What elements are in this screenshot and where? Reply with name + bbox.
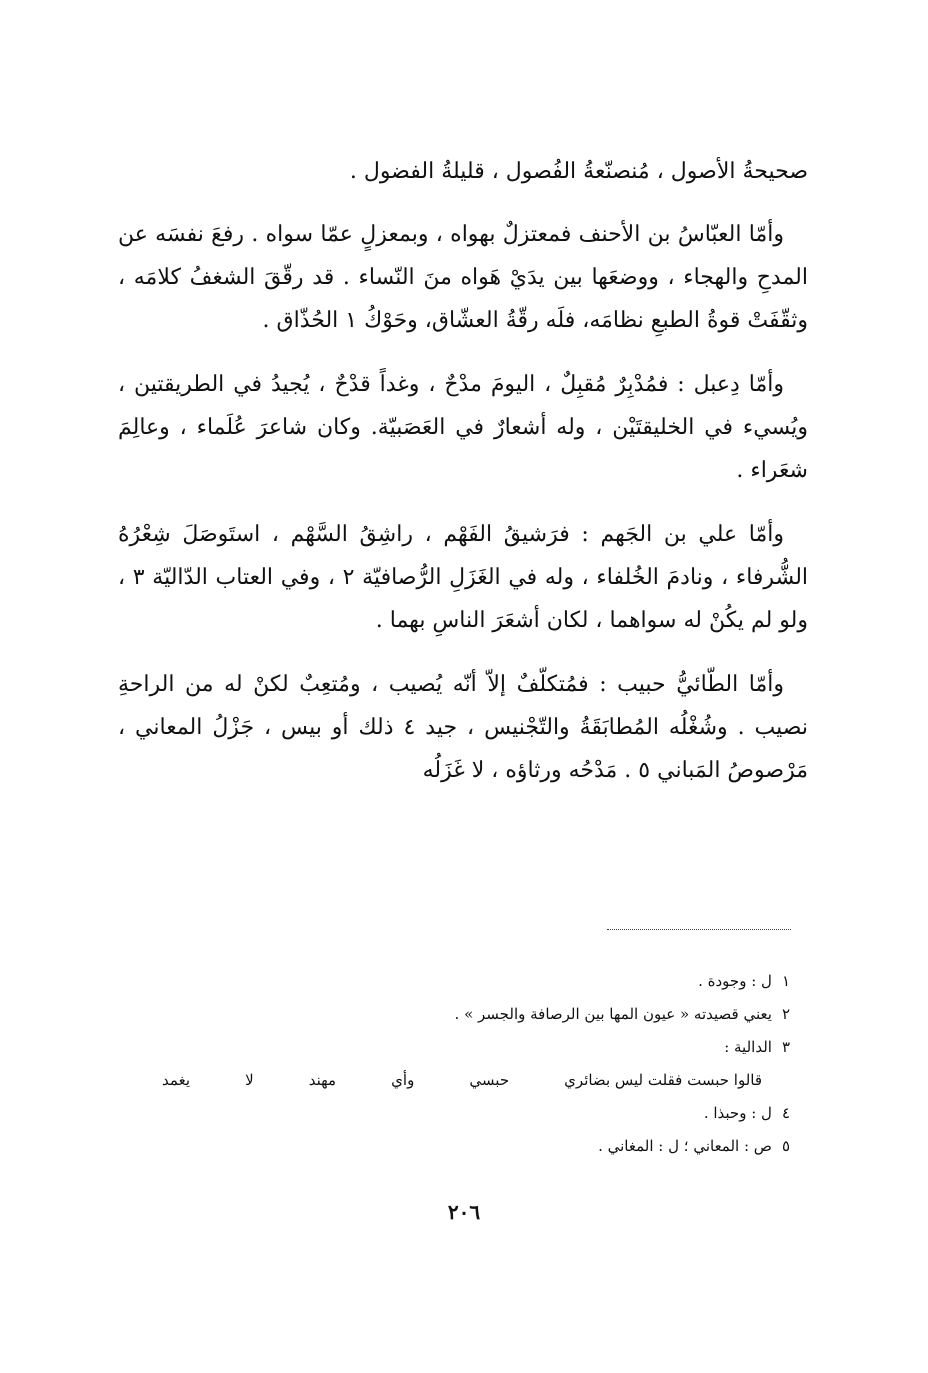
footnote-number: ٢ [781,1005,790,1023]
paragraph: وأمّا الطّائيُّ حبيب : فمُتكلّفٌ إلاّ أنّه يُصيب ، ومُتعِبٌ لكنْ له من الراحةِ نصيب . وشُغْلُه المُطابَقَةُ والتّجْنيس ، جيد ٤ ذلك أو بيس ، جَزْلُ المعاني ، مَرْصوصُ المَباني ٥ . مَدْحُه ورثاؤه ، لا غَزَلُه [118,672,808,783]
verse-word: قالوا حبست فقلت ليس بضائري [564,1071,762,1089]
footnote [140,998,790,1031]
paragraph: وأمّا العبّاسُ بن الأحنف فمعتزلٌ بهواه ، وبمعزلٍ عمّا سواه . رفعَ نفسَه عن المدحِ والهجاء ، ووضعَها بين يدَيْ هَواه منَ النّساء . قد رقّقَ الشغفُ كلامَه ، وثقّفَتْ قوةُ الطبعِ نظامَه، فلَه رقّةُ العشّاق، وحَوْكُ ١ الحُذّاق . [118,222,808,333]
footnote-text: ص : المعاني ؛ ل : المغاني . [598,1137,772,1155]
footnote-text: ل : وحبذا . [703,1104,772,1122]
paragraph: وأمّا علي بن الجَهم : فرَشيقُ الفَهْم ، راشِقُ السَّهْم ، استَوصَلَ شِعْرُهُ الشُّرفاء ، ونادمَ الخُلفاء ، وله في الغَزَلِ الرُّصافيّة ٢ ، وفي العتاب الدّاليّة ٣ ، ولو لم يكُنْ له سواهما ، لكان أشعَرَ الناسِ بهما . [118,522,809,633]
paragraph: وأمّا دِعبل : فمُدْبِرٌ مُقبِلٌ ، اليومَ مدْحٌ ، وغداً قدْحٌ ، يُجيدُ في الطريقتين ، ويُسيء في الخليقتَيْن ، وله أشعارٌ في العَصَبيّة. وكان شاعرَ عُلَماء ، وعالِمَ شعَراء . [118,372,808,483]
verse-word: حبسي [469,1071,510,1089]
footnote-number: ١ [781,972,790,990]
page-number: ٢٠٦ [447,1200,481,1224]
footnote [140,1130,790,1163]
footnote [140,1097,790,1130]
footnote [140,965,790,998]
verse-word: وأي [391,1071,415,1089]
footnote-divider [607,929,791,930]
verse-word: مهند [308,1071,337,1089]
footnote-number: ٤ [781,1104,790,1122]
verse-word: يغمد [162,1071,191,1089]
footnote [140,1031,790,1064]
footnotes [140,965,790,1163]
footnote-number: ٣ [781,1038,790,1056]
main-text [118,150,808,813]
footnote-verse [162,1064,790,1097]
footnote-text: يعني قصيدته « عيون المها بين الرصافة والجسر » . [454,1005,772,1023]
verse-word: لا [245,1071,254,1089]
footnote-text: ل : وجودة . [698,972,772,990]
footnote-text: الدالية : [724,1038,772,1056]
footnote-number: ٥ [781,1137,790,1155]
paragraph: صحيحةُ الأصول ، مُنصنّعةُ الفُصول ، قليلةُ الفضول . [349,159,808,184]
